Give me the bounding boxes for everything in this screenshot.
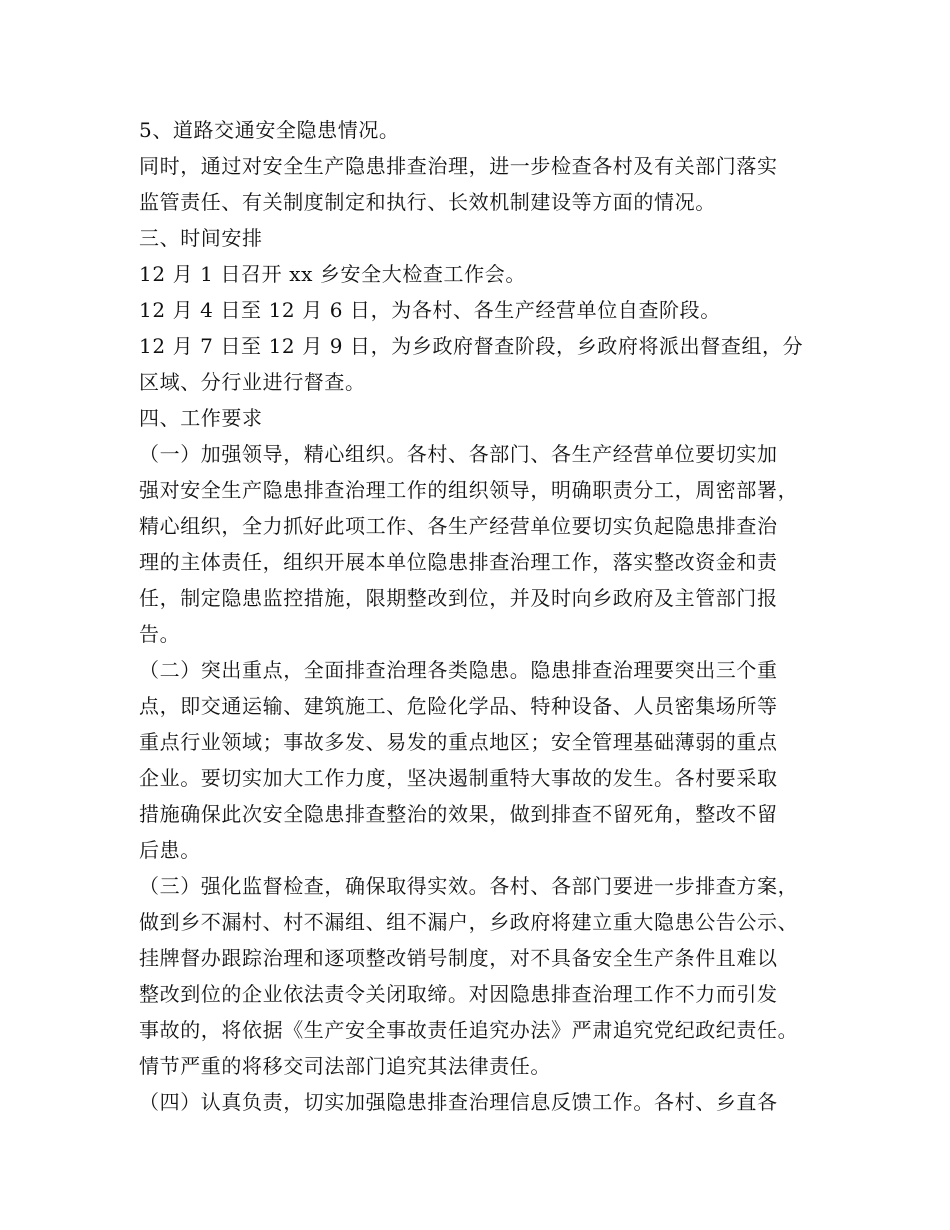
line-06: 12 月 4 日至 12 月 6 日，为各村、各生产经营单位自查阶段。 (139, 298, 721, 322)
line-08: 区域、分行业进行督查。 (139, 370, 366, 394)
line-16: （二）突出重点，全面排查治理各类隐患。隐患排查治理要突出三个重 (139, 658, 778, 682)
line-02: 同时，通过对安全生产隐患排查治理，进一步检查各村及有关部门落实 (139, 154, 778, 178)
line-15: 告。 (139, 622, 181, 646)
line-28: （四）认真负责，切实加强隐患排查治理信息反馈工作。各村、乡直各 (139, 1090, 778, 1114)
line-27: 情节严重的将移交司法部门追究其法律责任。 (139, 1054, 551, 1078)
document-body (139, 112, 829, 1120)
line-03: 监管责任、有关制度制定和执行、长效机制建设等方面的情况。 (139, 190, 716, 214)
section-heading-schedule: 三、时间安排 (139, 226, 263, 250)
line-12: 精心组织，全力抓好此项工作、各生产经营单位要切实负起隐患排查治 (139, 514, 778, 538)
line-19: 企业。要切实加大工作力度，坚决遏制重特大事故的发生。各村要采取 (139, 766, 778, 790)
line-07: 12 月 7 日至 12 月 9 日，为乡政府督查阶段，乡政府将派出督查组，分 (139, 334, 804, 358)
line-20: 措施确保此次安全隐患排查整治的效果，做到排查不留死角，整改不留 (139, 802, 778, 826)
line-23: 做到乡不漏村、村不漏组、组不漏户，乡政府将建立重大隐患公告公示、 (139, 910, 799, 934)
line-24: 挂牌督办跟踪治理和逐项整改销号制度，对不具备安全生产条件且难以 (139, 946, 778, 970)
line-18: 重点行业领域；事故多发、易发的重点地区；安全管理基础薄弱的重点 (139, 730, 778, 754)
line-05: 12 月 1 日召开 xx 乡安全大检查工作会。 (139, 262, 526, 286)
line-13: 理的主体责任，组织开展本单位隐患排查治理工作，落实整改资金和责 (139, 550, 778, 574)
line-21: 后患。 (139, 838, 201, 862)
line-22: （三）强化监督检查，确保取得实效。各村、各部门要进一步排查方案， (139, 874, 799, 898)
line-10: （一）加强领导，精心组织。各村、各部门、各生产经营单位要切实加 (139, 442, 778, 466)
line-01: 5、道路交通安全隐患情况。 (139, 118, 400, 142)
line-25: 整改到位的企业依法责令关闭取缔。对因隐患排查治理工作不力而引发 (139, 982, 778, 1006)
line-17: 点，即交通运输、建筑施工、危险化学品、特种设备、人员密集场所等 (139, 694, 778, 718)
line-26: 事故的，将依据《生产安全事故责任追究办法》严肃追究党纪政纪责任。 (139, 1018, 799, 1042)
section-heading-requirements: 四、工作要求 (139, 406, 263, 430)
line-11: 强对安全生产隐患排查治理工作的组织领导，明确职责分工，周密部署， (139, 478, 799, 502)
line-14: 任，制定隐患监控措施，限期整改到位，并及时向乡政府及主管部门报 (139, 586, 778, 610)
